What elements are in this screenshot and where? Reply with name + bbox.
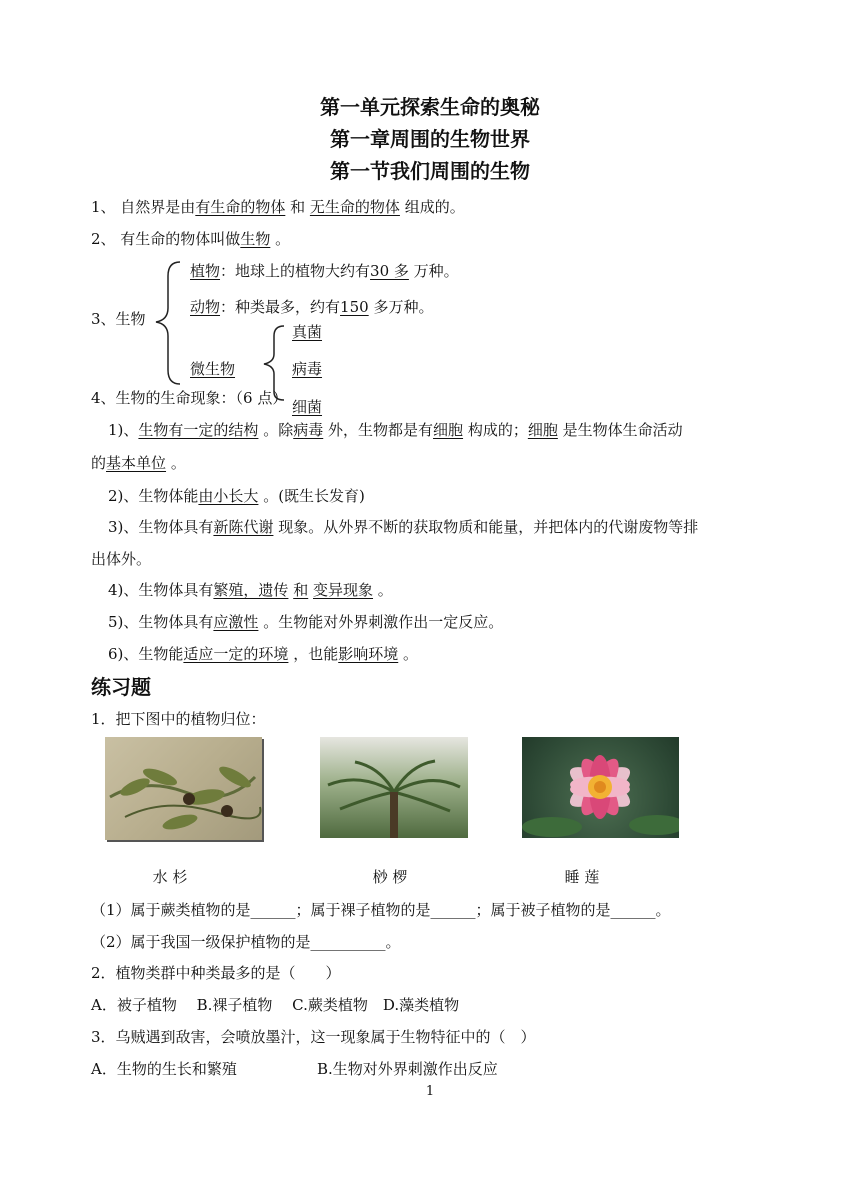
answer-blank: 生物 xyxy=(240,230,271,248)
section-title: 第一节我们周围的生物 xyxy=(330,159,530,183)
q4-point-6: 6)、生物能适应一定的环境 ，也能影响环境 。 xyxy=(108,645,419,663)
q3-animal: 动物：种类最多，约有150 多万种。 xyxy=(190,298,434,316)
page-number: 1 xyxy=(425,1084,435,1099)
tree-fern-photo xyxy=(320,737,468,838)
micro-item: 真菌 xyxy=(292,323,323,341)
q4-point-1: 1)、生物有一定的结构 。除病毒 外，生物都是有细胞 构成的；细胞 是生物体生命活动 xyxy=(108,421,683,439)
metasequoia-photo xyxy=(105,737,262,840)
unit-title: 第一单元探索生命的奥秘 xyxy=(320,95,540,119)
exercise-1-part-2: （2）属于我国一级保护植物的是__________。 xyxy=(91,933,401,951)
q4-point-5: 5)、生物体具有应激性 。生物能对外界刺激作出一定反应。 xyxy=(108,613,504,631)
answer-blank: 无生命的物体 xyxy=(309,198,400,216)
exercise-1-part-1: （1）属于蕨类植物的是______；属于裸子植物的是______；属于被子植物的是______。 xyxy=(91,901,671,919)
q4-point-4: 4)、生物体具有繁殖，遗传 和 变异现象 。 xyxy=(108,581,393,599)
q4-point-3-cont: 出体外。 xyxy=(91,550,152,568)
q4-point-1-cont: 的基本单位 。 xyxy=(91,454,186,472)
q3-micro: 微生物 xyxy=(190,360,236,378)
exercise-1: 1．把下图中的植物归位： xyxy=(91,710,266,728)
caption-metasequoia: 水 杉 xyxy=(152,868,188,886)
answer-blank: 有生命的物体 xyxy=(195,198,286,216)
exercise-3: 3．乌贼遇到敌害，会喷放墨汁，这一现象属于生物特征中的（ ） xyxy=(91,1028,536,1046)
question-4-title: 4、生物的生命现象：（6 点） xyxy=(91,389,288,407)
water-lily-photo xyxy=(522,737,679,838)
q3-plant: 植物：地球上的植物大约有30 多 万种。 xyxy=(190,262,459,280)
exercise-2: 2．植物类群中种类最多的是（ ） xyxy=(91,964,341,982)
q4-point-3: 3)、生物体具有新陈代谢 现象。从外界不断的获取物质和能量，并把体内的代谢废物等排 xyxy=(108,518,699,536)
question-3-label: 3、生物 xyxy=(91,310,146,328)
answer-blank: 150 xyxy=(340,298,369,316)
question-2: 2、 有生命的物体叫做生物 。 xyxy=(91,230,291,248)
question-1: 1、 自然界是由有生命的物体 和 无生命的物体 组成的。 xyxy=(91,198,465,216)
q4-point-2: 2)、生物体能由小长大 。(既生长发育) xyxy=(108,487,365,505)
exercise-2-options: A．被子植物 B.裸子植物 C.蕨类植物 D.藻类植物 xyxy=(91,996,460,1014)
answer-blank: 30 多 xyxy=(370,262,409,280)
big-brace-icon xyxy=(150,258,190,388)
exercise-3-option-a: A．生物的生长和繁殖 xyxy=(91,1060,237,1078)
micro-item: 细菌 xyxy=(292,398,323,416)
chapter-title: 第一章周围的生物世界 xyxy=(330,127,530,151)
exercise-heading: 练习题 xyxy=(91,675,151,699)
micro-item: 病毒 xyxy=(292,360,323,378)
caption-water-lily: 睡 莲 xyxy=(564,868,600,886)
exercise-3-option-b: B.生物对外界刺激作出反应 xyxy=(317,1060,498,1078)
caption-tree-fern: 桫 椤 xyxy=(372,868,408,886)
